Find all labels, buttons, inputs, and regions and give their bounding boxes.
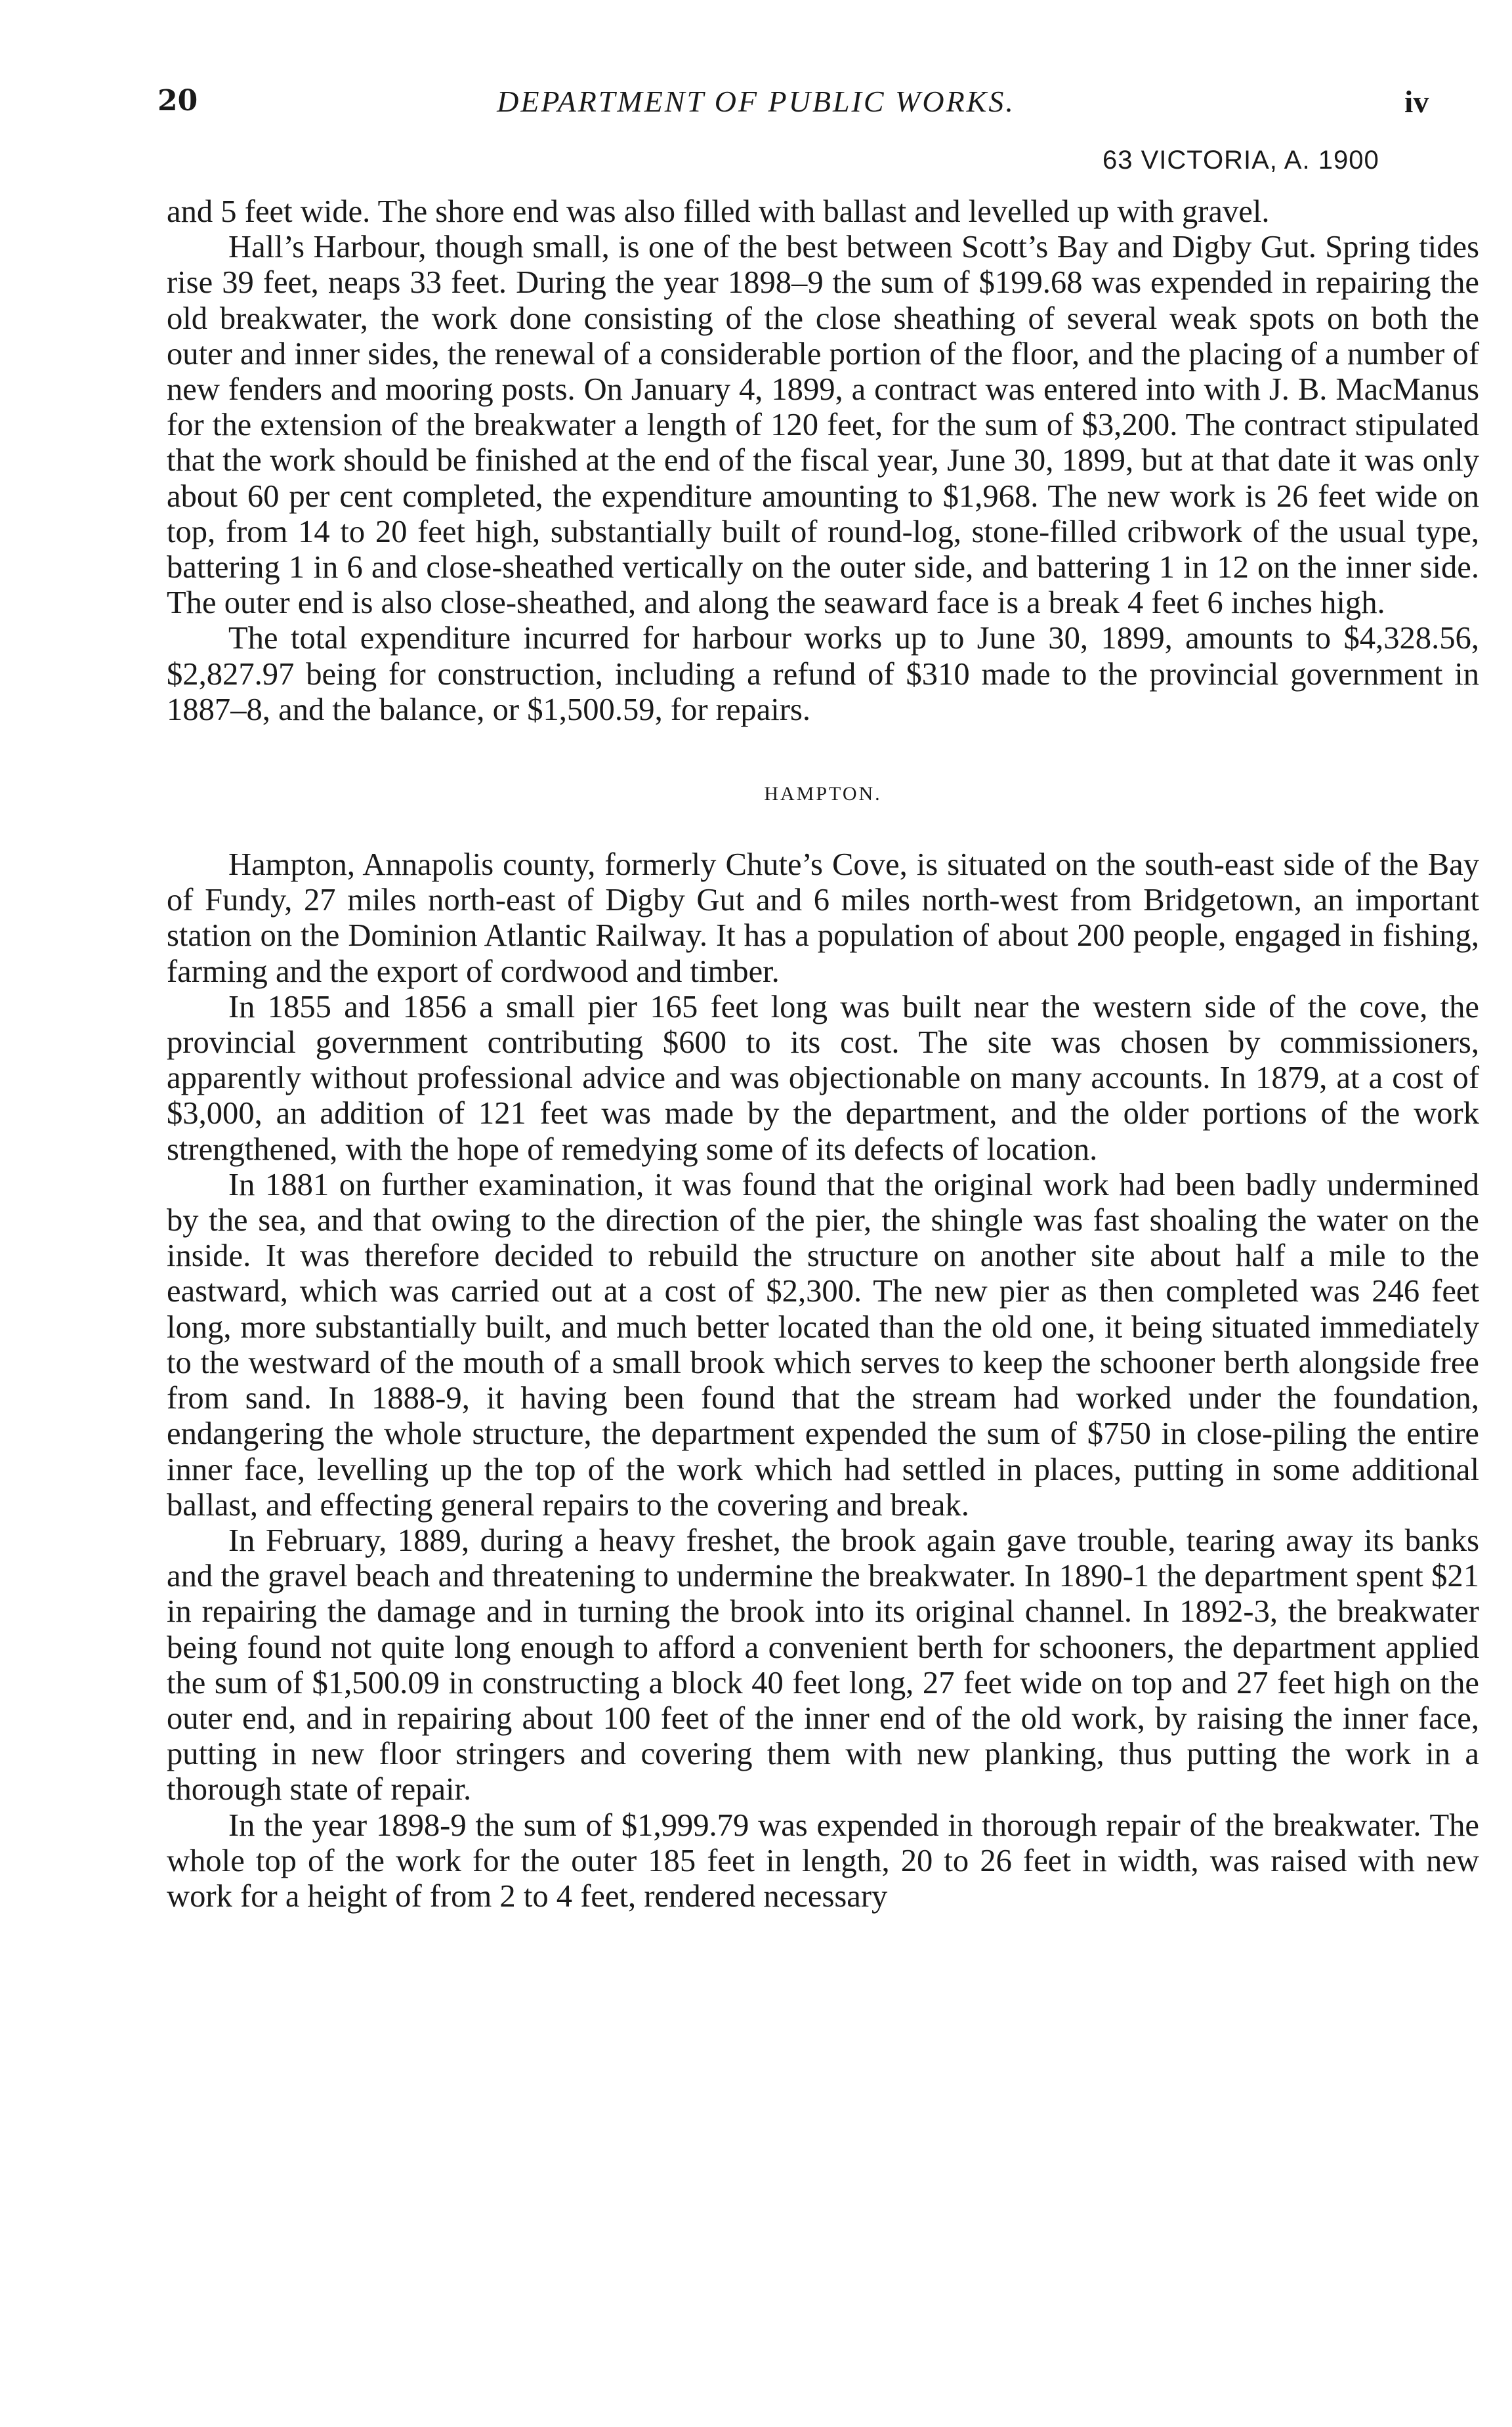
paragraph-total-expenditure: The total expenditure incurred for harbour works up to June 30, 1899, amounts to $4,328.56, $2,827.97 being for construction, including a refund of $310 made to the provincial government in 1887–8, and the balance, or $1,500.59, for repairs. bbox=[167, 620, 1479, 727]
session-line: 63 VICTORIA, A. 1900 bbox=[1102, 146, 1379, 175]
paragraph-hampton-1855: In 1855 and 1856 a small pier 165 feet long was built near the western side of the cove, the provincial government contributing $600 to its cost. The site was chosen by commissioners, apparently without professional advice and was objectionable on many accounts. In 1879, at a cost of $3,000, an addition of 121 feet was made by the department, and the older portions of the work strengthened, with the hope of remedying some of its defects of location. bbox=[167, 988, 1479, 1167]
section-number: iv bbox=[1404, 85, 1429, 119]
paragraph-halls-harbour: Hall’s Harbour, though small, is one of the best between Scott’s Bay and Digby Gut. Spring tides rise 39 feet, neaps 33 feet. During the year 1898–9 the sum of $199.68 was expended in repairing the old breakwater, the work done consisting of the close sheathing of several weak spots on both the outer and inner sides, the renewal of a considerable portion of the floor, and the placing of a number of new fenders and mooring posts. On January 4, 1899, a contract was entered into with J. B. MacManus for the extension of the breakwater a length of 120 feet, for the sum of $3,200. The contract stipulated that the work should be finished at the end of the fiscal year, June 30, 1899, but at that date it was only about 60 per cent completed, the expenditure amounting to $1,968. The new work is 26 feet wide on top, from 14 to 20 feet high, substantially built of round-log, stone-filled cribwork of the usual type, battering 1 in 6 and close-sheathed vertically on the outer side, and battering 1 in 12 on the inner side. The outer end is also close-sheathed, and along the seaward face is a break 4 feet 6 inches high. bbox=[167, 229, 1479, 621]
page-number: 20 bbox=[158, 84, 198, 117]
running-head: DEPARTMENT OF PUBLIC WORKS. bbox=[497, 85, 1015, 118]
section-heading-hampton: HAMPTON. bbox=[764, 783, 882, 805]
paragraph-hampton-1881: In 1881 on further examination, it was found that the original work had been badly undermined by the sea, and that owing to the direction of the pier, the shingle was fast shoaling the water on the inside. It was therefore decided to rebuild the structure on another site about half a mile to the eastward, which was carried out at a cost of $2,300. The new pier as then completed was 246 feet long, more substantially built, and much better located than the old one, it being situated immediately to the westward of the mouth of a small brook which serves to keep the schooner berth alongside free from sand. In 1888-9, it having been found that the stream had worked under the foundation, endangering the whole structure, the department expended the sum of $750 in close-piling the entire inner face, levelling up the top of the work which had settled in places, putting in some additional ballast, and effecting general repairs to the covering and break. bbox=[167, 1166, 1479, 1523]
paragraph-hampton-intro: Hampton, Annapolis county, formerly Chute’s Cove, is situated on the south-east side of the Bay of Fundy, 27 miles north-east of Digby Gut and 6 miles north-west from Bridgetown, an important station on the Dominion Atlantic Railway. It has a population of about 200 people, engaged in fishing, farming and the export of cordwood and timber. bbox=[167, 847, 1479, 989]
paragraph-hampton-1898: In the year 1898-9 the sum of $1,999.79 was expended in thorough repair of the breakwater. The whole top of the work for the outer 185 feet in length, 20 to 26 feet in width, was raised with new work for a height of from 2 to 4 feet, rendered necessary bbox=[167, 1807, 1479, 1914]
body-text bbox=[167, 194, 1479, 1914]
paragraph-hampton-1889: In February, 1889, during a heavy freshet, the brook again gave trouble, tearing away its banks and the gravel beach and threatening to undermine the breakwater. In 1890-1 the department spent $21 in repairing the damage and in turning the brook into its original channel. In 1892-3, the breakwater being found not quite long enough to afford a convenient berth for schooners, the department applied the sum of $1,500.09 in constructing a block 40 feet long, 27 feet wide on top and 27 feet high on the outer end, and in repairing about 100 feet of the inner end of the old work, by raising the inner face, putting in new floor stringers and covering them with new planking, thus putting the work in a thorough state of repair. bbox=[167, 1522, 1479, 1807]
paragraph-continuation: and 5 feet wide. The shore end was also filled with ballast and levelled up with gravel. bbox=[167, 194, 1270, 229]
